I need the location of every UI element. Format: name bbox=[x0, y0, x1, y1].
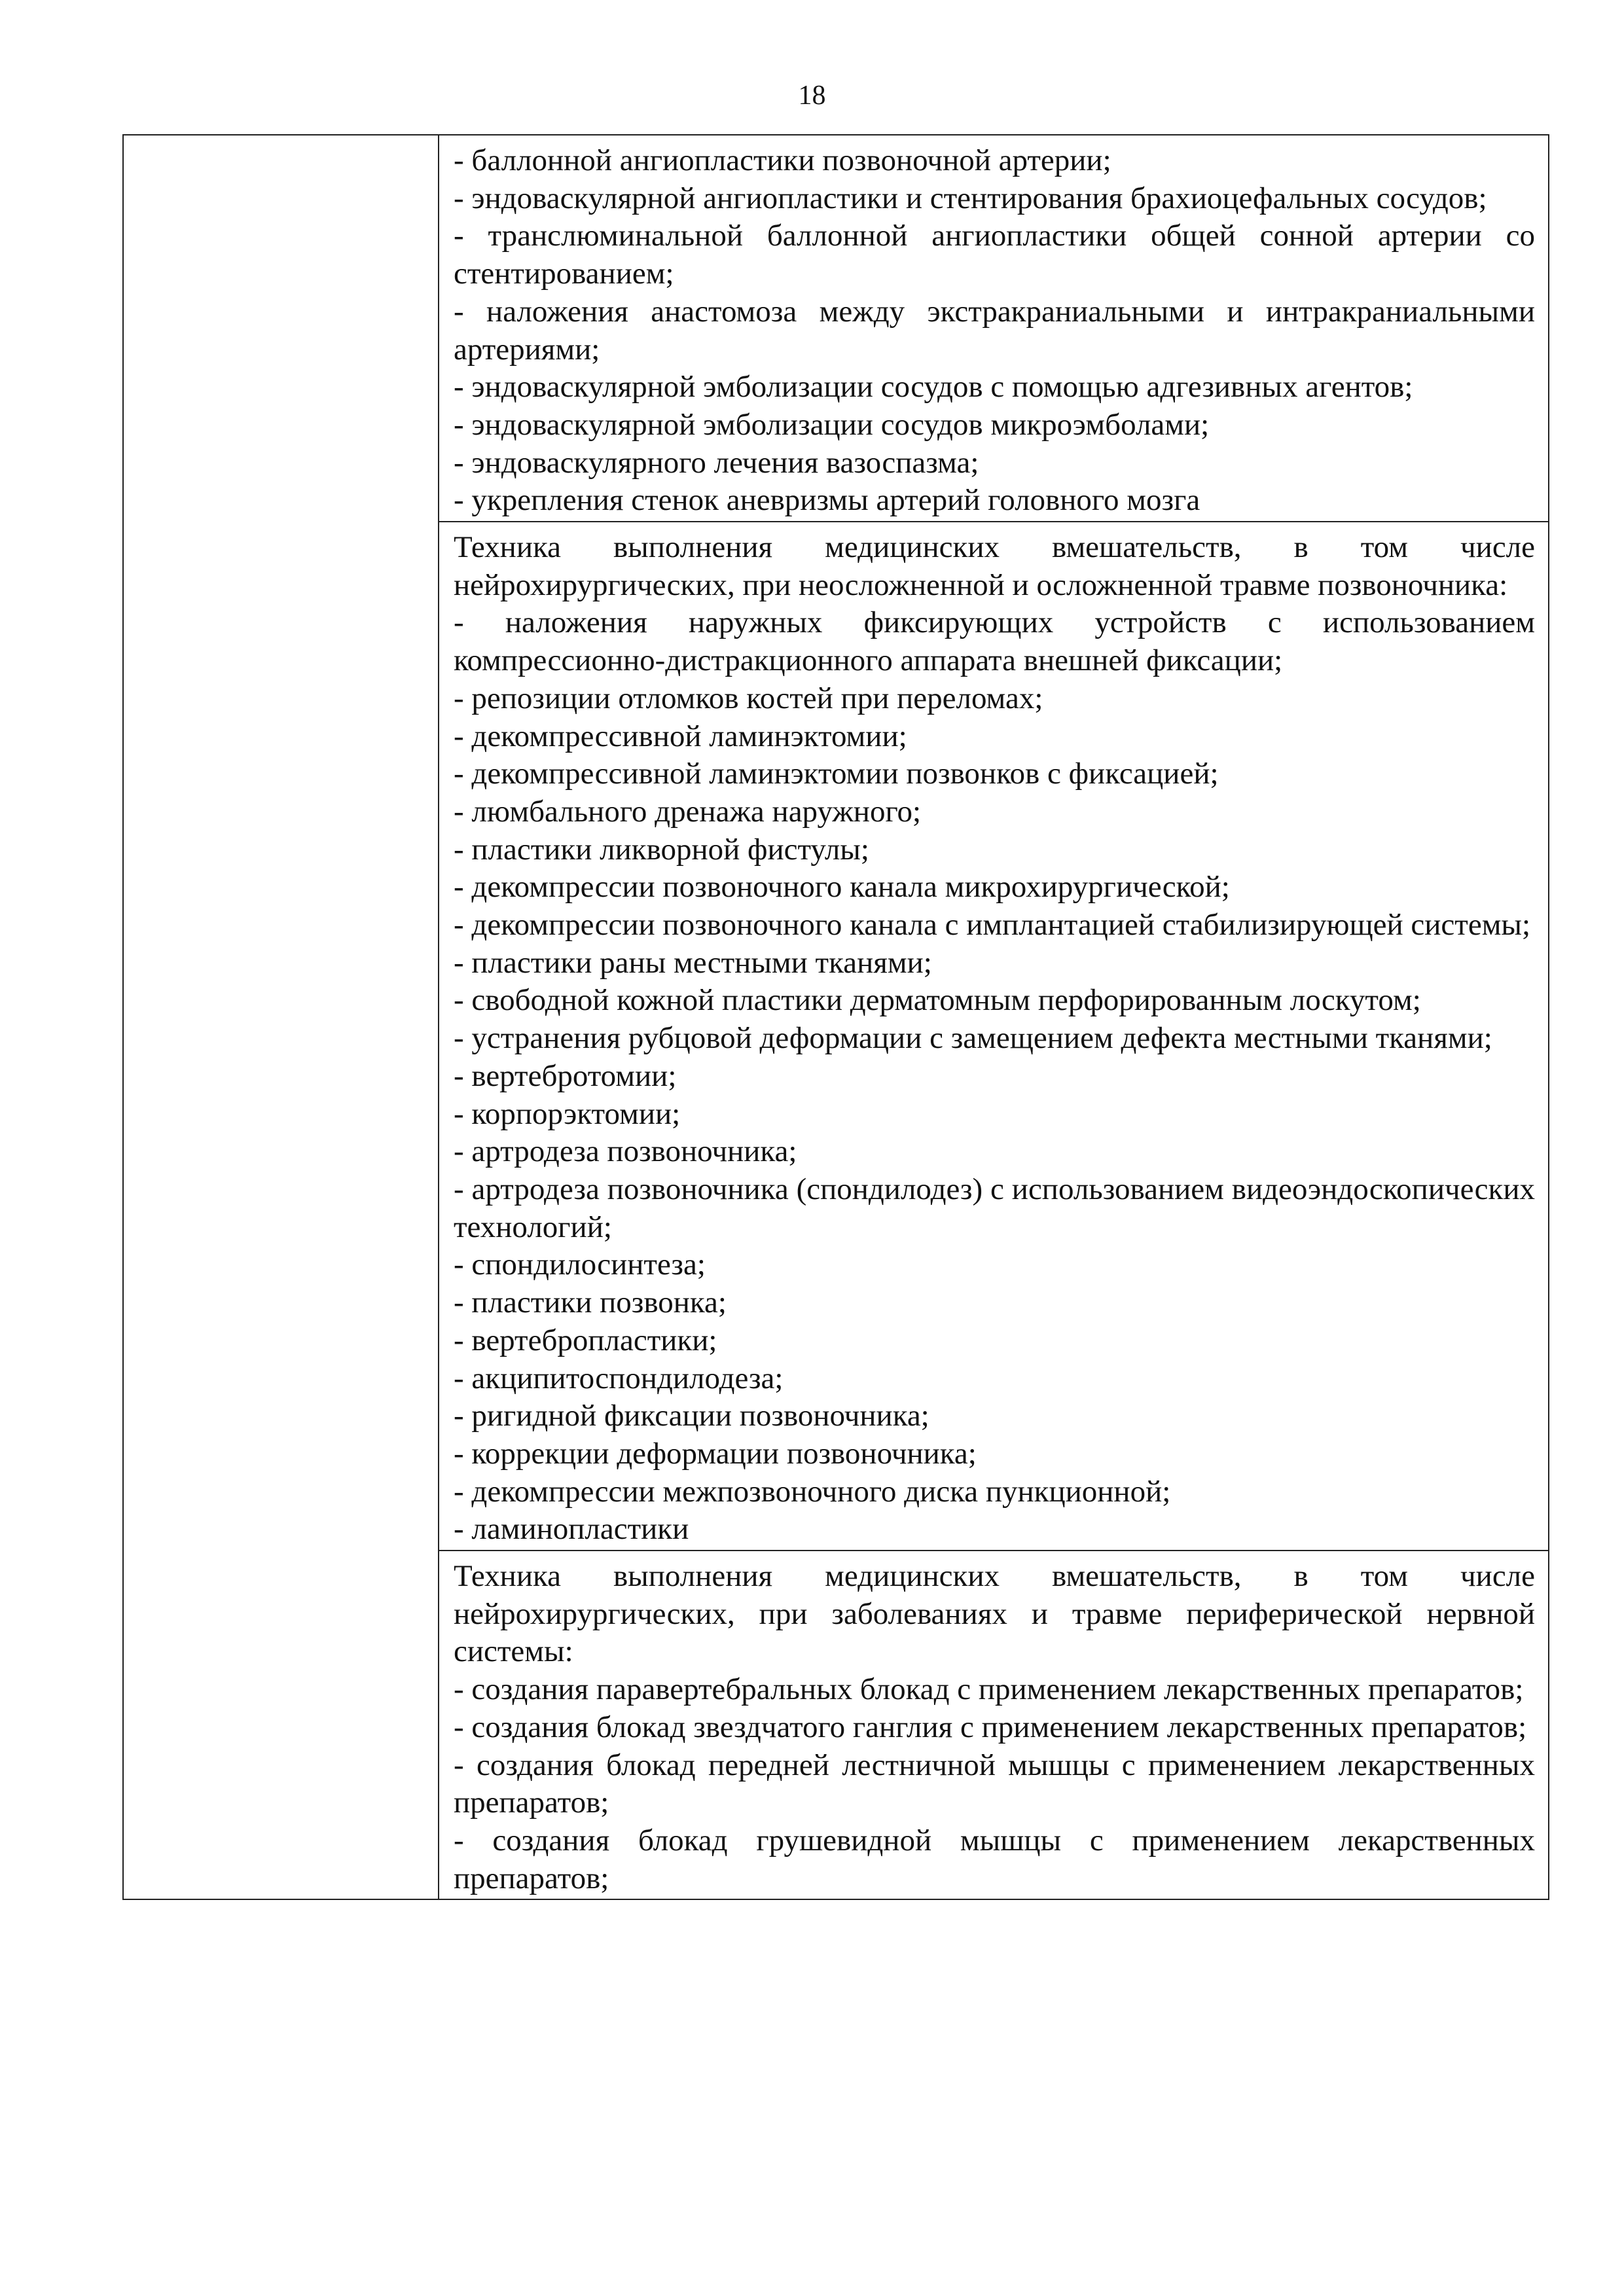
list-item: - люмбального дренажа наружного; bbox=[454, 794, 922, 829]
section-heading: Техника выполнения медицинских вмешательств, в том числе нейрохирургических, при заболеваниях и травме периферической нервной системы: bbox=[454, 1559, 1535, 1669]
list-item: - акципитоспондилодеза; bbox=[454, 1361, 784, 1395]
list-item: - пластики позвонка; bbox=[454, 1285, 727, 1320]
section-cell-2 bbox=[439, 522, 1549, 1551]
list-item: - наложения анастомоза между экстракраниальными и интракраниальными артериями; bbox=[454, 294, 1535, 367]
list-item: - эндоваскулярного лечения вазоспазма; bbox=[454, 445, 979, 480]
list-item: - декомпрессии межпозвоночного диска пункционной; bbox=[454, 1474, 1171, 1509]
list-item: - эндоваскулярной эмболизации сосудов микроэмболами; bbox=[454, 407, 1210, 442]
list-item: - баллонной ангиопластики позвоночной артерии; bbox=[454, 143, 1111, 177]
list-item: - артродеза позвоночника (спондилодез) с использованием видеоэндоскопических технологий; bbox=[454, 1172, 1535, 1244]
list-item: - транслюминальной баллонной ангиопластики общей сонной артерии со стентированием; bbox=[454, 219, 1535, 291]
section-heading: Техника выполнения медицинских вмешательств, в том числе нейрохирургических, при неосложненной и осложненной травме позвоночника: bbox=[454, 530, 1535, 602]
list-item: - декомпрессивной ламинэктомии; bbox=[454, 719, 907, 753]
list-item: - создания блокад передней лестничной мышцы с применением лекарственных препаратов; bbox=[454, 1748, 1535, 1820]
list-item: - вертебротомии; bbox=[454, 1058, 677, 1093]
page-number: 18 bbox=[798, 81, 826, 111]
list-item: - устранения рубцовой деформации с замещением дефекта местными тканями; bbox=[454, 1021, 1492, 1056]
list-item: - артродеза позвоночника; bbox=[454, 1134, 797, 1169]
list-item: - создания блокад грушевидной мышцы с применением лекарственных препаратов; bbox=[454, 1823, 1535, 1895]
list-item: - укрепления стенок аневризмы артерий головного мозга bbox=[454, 483, 1200, 518]
list-item: - декомпрессии позвоночного канала с имплантацией стабилизирующей системы; bbox=[454, 908, 1531, 942]
section-cell-3 bbox=[439, 1551, 1549, 1899]
list-item: - эндоваскулярной ангиопластики и стентирования брахиоцефальных сосудов; bbox=[454, 181, 1487, 215]
left-column-cell bbox=[123, 135, 439, 1899]
table-row bbox=[123, 135, 1549, 522]
list-item: - коррекции деформации позвоночника; bbox=[454, 1436, 977, 1471]
list-item: - корпорэктомии; bbox=[454, 1096, 681, 1131]
list-item: - репозиции отломков костей при переломах; bbox=[454, 681, 1043, 715]
procedures-table bbox=[122, 134, 1549, 1900]
list-item: - создания блокад звездчатого ганглия с применением лекарственных препаратов; bbox=[454, 1710, 1527, 1744]
list-item: - ламинопластики bbox=[454, 1512, 689, 1547]
section-cell-1 bbox=[439, 135, 1549, 522]
list-item: - ригидной фиксации позвоночника; bbox=[454, 1399, 929, 1433]
list-item: - свободной кожной пластики дерматомным перфорированным лоскутом; bbox=[454, 983, 1421, 1018]
list-item: - пластики ликворной фистулы; bbox=[454, 832, 869, 867]
list-item: - эндоваскулярной эмболизации сосудов с помощью адгезивных агентов; bbox=[454, 370, 1413, 404]
list-item: - декомпрессии позвоночного канала микрохирургической; bbox=[454, 870, 1230, 905]
list-item: - спондилосинтеза; bbox=[454, 1247, 706, 1282]
list-item: - наложения наружных фиксирующих устройств с использованием компрессионно-дистракционного аппарата внешней фиксации; bbox=[454, 605, 1535, 678]
list-item: - вертебропластики; bbox=[454, 1323, 717, 1357]
list-item: - создания паравертебральных блокад с применением лекарственных препаратов; bbox=[454, 1672, 1524, 1707]
list-item: - декомпрессивной ламинэктомии позвонков с фиксацией; bbox=[454, 757, 1219, 791]
list-item: - пластики раны местными тканями; bbox=[454, 945, 932, 980]
